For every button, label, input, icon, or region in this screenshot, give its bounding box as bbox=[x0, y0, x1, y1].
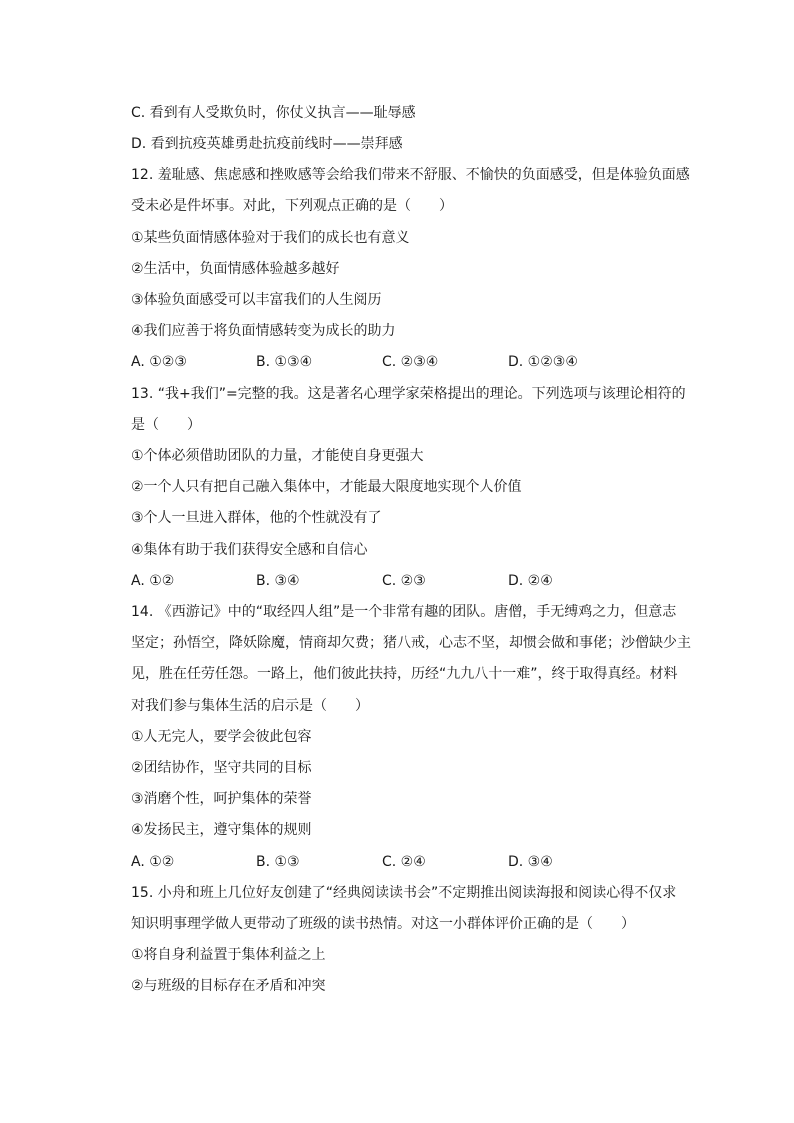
q14-stem-line-3: 见，胜在任劳任怨。一路上，他们彼此扶持，历经“九九八十一难”，终于取得真经。材料 bbox=[131, 666, 678, 682]
q14-stem-line-4: 对我们参与集体生活的启示是（ ） bbox=[131, 698, 369, 714]
q12-stem-line-2: 受未必是件坏事。对此，下列观点正确的是（ ） bbox=[131, 198, 453, 214]
q14-stem-line-1: 14. 《西游记》中的“取经四人组”是一个非常有趣的团队。唐僧，手无缚鸡之力，但意志 bbox=[131, 604, 677, 620]
q12-stem-line-1: 12. 羞耻感、焦虑感和挫败感等会给我们带来不舒服、不愉快的负面感受，但是体验负面感 bbox=[131, 167, 690, 183]
q14-option-d: D. ③④ bbox=[508, 854, 553, 870]
q15-stem-line-1: 15. 小舟和班上几位好友创建了“经典阅读读书会”不定期推出阅读海报和阅读心得不仅求 bbox=[131, 885, 677, 901]
q14-statement-1: ①人无完人，要学会彼此包容 bbox=[131, 729, 312, 745]
q14-stem-line-2: 坚定；孙悟空，降妖除魔，情商却欠费；猪八戒，心志不坚，却惯会做和事佬；沙僧缺少主 bbox=[131, 635, 691, 651]
q13-option-b: B. ③④ bbox=[256, 573, 300, 589]
q14-statement-3: ③消磨个性，呵护集体的荣誉 bbox=[131, 791, 312, 807]
q12-statement-1: ①某些负面情感体验对于我们的成长也有意义 bbox=[131, 230, 410, 246]
q15-statement-1: ①将自身利益置于集体利益之上 bbox=[131, 947, 326, 963]
q11-option-d: D. 看到抗疫英雄勇赴抗疫前线时——崇拜感 bbox=[131, 136, 403, 152]
q12-option-b: B. ①③④ bbox=[256, 354, 313, 370]
q13-stem-line-1: 13. “我+我们”=完整的我。这是著名心理学家荣格提出的理论。下列选项与该理论相符的 bbox=[131, 386, 686, 402]
q13-statement-1: ①个体必须借助团队的力量，才能使自身更强大 bbox=[131, 448, 424, 464]
q13-statement-2: ②一个人只有把自己融入集体中，才能最大限度地实现个人价值 bbox=[131, 479, 522, 495]
q13-option-c: C. ②③ bbox=[382, 573, 426, 589]
q13-options bbox=[131, 571, 731, 591]
q14-option-a: A. ①② bbox=[131, 854, 175, 870]
q14-statement-4: ④发扬民主，遵守集体的规则 bbox=[131, 822, 312, 838]
q13-option-d: D. ②④ bbox=[508, 573, 553, 589]
q15-stem-line-2: 知识明事理学做人更带动了班级的读书热情。对这一小群体评价正确的是（ ） bbox=[131, 916, 635, 932]
q13-statement-3: ③个人一旦进入群体，他的个性就没有了 bbox=[131, 510, 382, 526]
q13-statement-4: ④集体有助于我们获得安全感和自信心 bbox=[131, 542, 368, 558]
q12-statement-4: ④我们应善于将负面情感转变为成长的助力 bbox=[131, 323, 396, 339]
q12-statement-3: ③体验负面感受可以丰富我们的人生阅历 bbox=[131, 292, 382, 308]
q14-option-c: C. ②④ bbox=[382, 854, 426, 870]
q14-statement-2: ②团结协作，坚守共同的目标 bbox=[131, 760, 312, 776]
q12-option-a: A. ①②③ bbox=[131, 354, 187, 370]
q12-option-c: C. ②③④ bbox=[382, 354, 439, 370]
q14-options bbox=[131, 852, 731, 872]
q15-statement-2: ②与班级的目标存在矛盾和冲突 bbox=[131, 978, 326, 994]
q12-statement-2: ②生活中，负面情感体验越多越好 bbox=[131, 261, 340, 277]
q11-option-c: C. 看到有人受欺负时，你仗义执言——耻辱感 bbox=[131, 105, 416, 121]
q13-option-a: A. ①② bbox=[131, 573, 175, 589]
q12-option-d: D. ①②③④ bbox=[508, 354, 578, 370]
q14-option-b: B. ①③ bbox=[256, 854, 300, 870]
q12-options bbox=[131, 352, 731, 372]
q13-stem-line-2: 是（ ） bbox=[131, 417, 201, 433]
